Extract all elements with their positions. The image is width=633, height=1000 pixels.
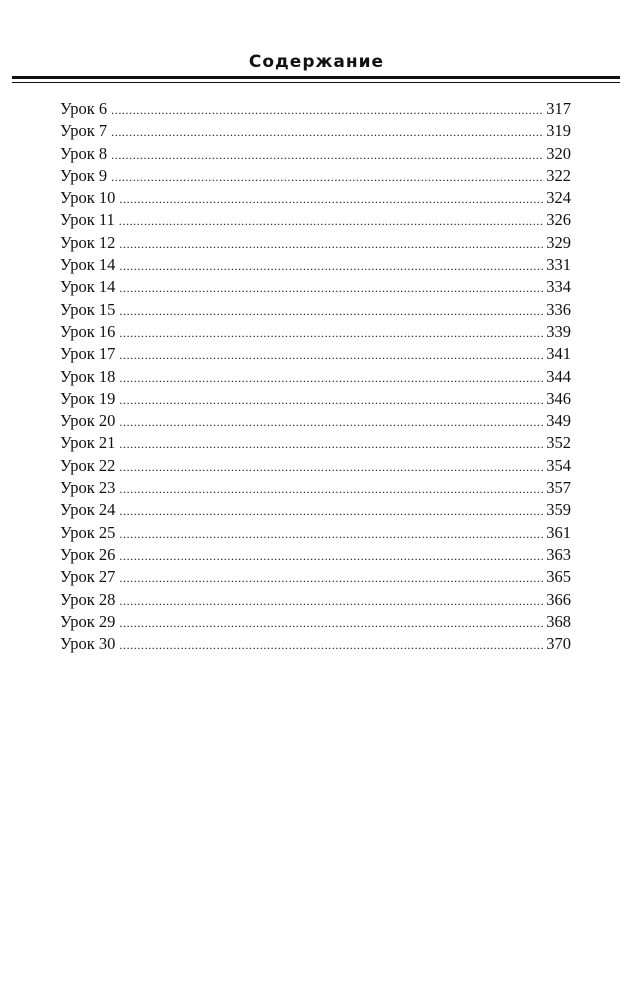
toc-entry[interactable] <box>60 455 571 477</box>
toc-entry[interactable] <box>60 633 571 655</box>
toc-entry[interactable] <box>60 522 571 544</box>
toc-entry[interactable] <box>60 321 571 343</box>
toc-entry[interactable] <box>60 343 571 365</box>
toc-dot-leader <box>119 411 544 433</box>
toc-entry-label: Урок 9 <box>60 165 108 185</box>
toc-entry-page-number: 366 <box>546 589 571 609</box>
toc-entry-page-number: 346 <box>546 388 571 408</box>
toc-entry-page-number: 324 <box>546 188 571 208</box>
toc-entry[interactable] <box>60 98 571 120</box>
toc-entry[interactable] <box>60 544 571 566</box>
toc-entry-page-number: 331 <box>546 255 571 275</box>
toc-entry[interactable] <box>60 611 571 633</box>
toc-entry-label: Урок 23 <box>60 478 116 498</box>
toc-entry-page-number: 326 <box>546 210 571 230</box>
toc-entry[interactable] <box>60 232 571 254</box>
toc-entry-label: Урок 29 <box>60 611 116 631</box>
toc-entry[interactable] <box>60 120 571 142</box>
toc-entry[interactable] <box>60 254 571 276</box>
toc-dot-leader <box>119 500 544 522</box>
toc-dot-leader <box>119 567 544 589</box>
toc-dot-leader <box>119 233 544 255</box>
toc-dot-leader <box>119 210 544 232</box>
toc-dot-leader <box>119 367 544 389</box>
page-header <box>0 52 633 72</box>
toc-entry-label: Урок 20 <box>60 411 116 431</box>
toc-entry-label: Урок 19 <box>60 388 116 408</box>
toc-entry-label: Урок 26 <box>60 544 116 564</box>
toc-entry-label: Урок 14 <box>60 277 116 297</box>
toc-entry-label: Урок 28 <box>60 589 116 609</box>
toc-entry[interactable] <box>60 299 571 321</box>
toc-entry-page-number: 329 <box>546 232 571 252</box>
toc-entry-page-number: 368 <box>546 611 571 631</box>
toc-dot-leader <box>119 433 544 455</box>
toc-entry[interactable] <box>60 432 571 454</box>
toc-entry-page-number: 336 <box>546 299 571 319</box>
toc-entry[interactable] <box>60 566 571 588</box>
toc-entry-label: Урок 22 <box>60 455 116 475</box>
toc-dot-leader <box>119 255 544 277</box>
toc-entry-page-number: 363 <box>546 544 571 564</box>
toc-entry-label: Урок 10 <box>60 188 116 208</box>
toc-dot-leader <box>119 322 544 344</box>
toc-entry-page-number: 361 <box>546 522 571 542</box>
toc-entry-page-number: 334 <box>546 277 571 297</box>
page-title: Содержание <box>248 52 385 72</box>
toc-entry-page-number: 365 <box>546 567 571 587</box>
toc-entry-page-number: 322 <box>546 165 571 185</box>
toc-entry-label: Урок 25 <box>60 522 116 542</box>
toc-entry[interactable] <box>60 209 571 231</box>
toc-entry[interactable] <box>60 165 571 187</box>
toc-entry-page-number: 359 <box>546 500 571 520</box>
toc-entry[interactable] <box>60 589 571 611</box>
toc-entry[interactable] <box>60 187 571 209</box>
toc-dot-leader <box>119 478 544 500</box>
toc-entry-page-number: 317 <box>546 99 571 118</box>
toc-dot-leader <box>119 545 544 567</box>
toc-dot-leader <box>111 144 544 166</box>
toc-dot-leader <box>119 634 544 656</box>
toc-dot-leader <box>111 99 544 121</box>
toc-entry-page-number: 357 <box>546 478 571 498</box>
toc-entry[interactable] <box>60 276 571 298</box>
toc-entry-label: Урок 8 <box>60 143 108 163</box>
table-of-contents <box>60 98 571 655</box>
toc-entry-label: Урок 17 <box>60 344 116 364</box>
toc-dot-leader <box>119 590 544 612</box>
toc-dot-leader <box>119 277 544 299</box>
toc-entry-page-number: 370 <box>546 634 571 654</box>
header-rule-thin <box>12 82 620 83</box>
toc-entry-label: Урок 15 <box>60 299 116 319</box>
toc-entry[interactable] <box>60 366 571 388</box>
toc-entry-page-number: 341 <box>546 344 571 364</box>
toc-entry-label: Урок 16 <box>60 321 116 341</box>
toc-entry[interactable] <box>60 388 571 410</box>
toc-entry-page-number: 319 <box>546 121 571 141</box>
toc-entry-page-number: 352 <box>546 433 571 453</box>
toc-entry-label: Урок 7 <box>60 121 108 141</box>
toc-dot-leader <box>111 166 544 188</box>
toc-dot-leader <box>119 612 544 634</box>
toc-entry[interactable] <box>60 410 571 432</box>
toc-entry-label: Урок 11 <box>60 210 115 230</box>
toc-dot-leader <box>119 344 544 366</box>
toc-dot-leader <box>119 300 544 322</box>
toc-dot-leader <box>119 389 544 411</box>
toc-entry-label: Урок 24 <box>60 500 116 520</box>
toc-entry[interactable] <box>60 143 571 165</box>
toc-entry-label: Урок 12 <box>60 232 116 252</box>
toc-entry-label: Урок 30 <box>60 634 116 654</box>
toc-entry-page-number: 320 <box>546 143 571 163</box>
toc-dot-leader <box>111 121 544 143</box>
toc-dot-leader <box>119 456 544 478</box>
toc-entry-page-number: 349 <box>546 411 571 431</box>
toc-dot-leader <box>119 188 544 210</box>
toc-entry-page-number: 339 <box>546 321 571 341</box>
toc-dot-leader <box>119 523 544 545</box>
header-rule-thick <box>12 76 620 79</box>
toc-entry-page-number: 354 <box>546 455 571 475</box>
toc-entry[interactable] <box>60 499 571 521</box>
toc-entry-label: Урок 6 <box>60 99 108 118</box>
toc-entry-label: Урок 27 <box>60 567 116 587</box>
toc-entry[interactable] <box>60 477 571 499</box>
toc-entry-label: Урок 18 <box>60 366 116 386</box>
toc-entry-page-number: 344 <box>546 366 571 386</box>
toc-entry-label: Урок 21 <box>60 433 116 453</box>
toc-entry-label: Урок 14 <box>60 255 116 275</box>
